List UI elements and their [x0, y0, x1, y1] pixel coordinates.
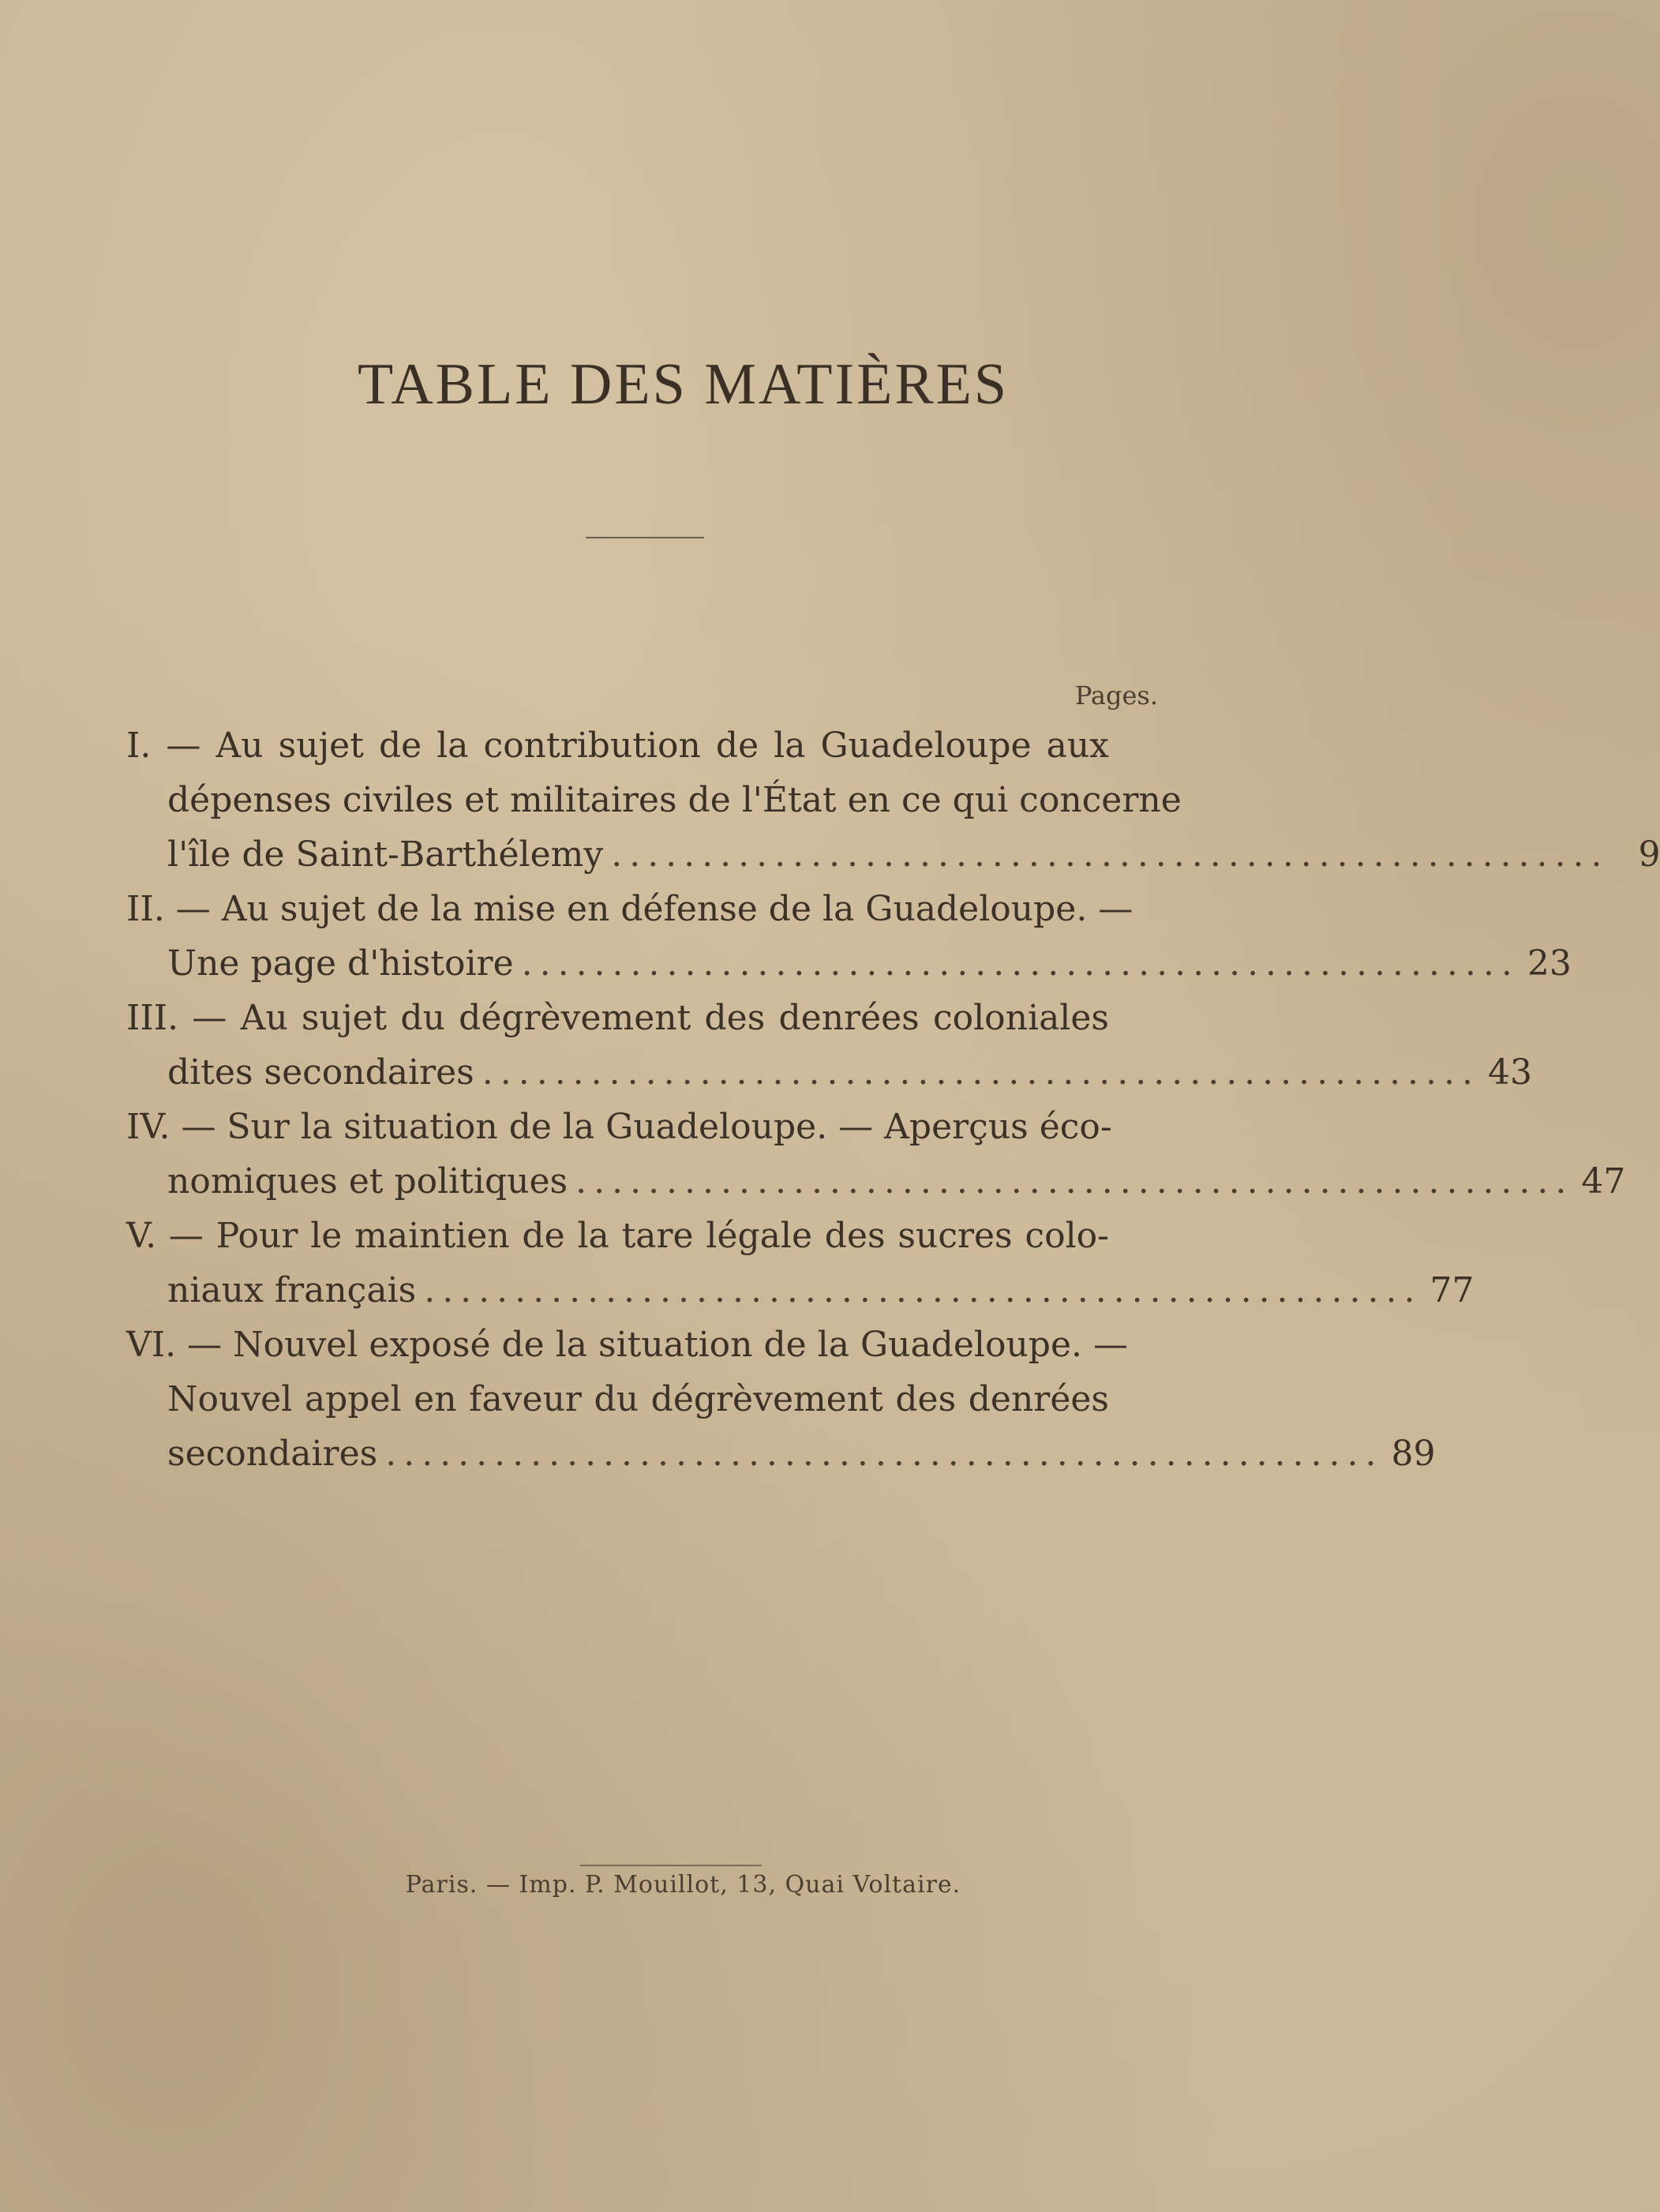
toc-page-number: 9	[1638, 834, 1660, 875]
toc-entry-line	[126, 1318, 1168, 1372]
dot-leader: .......................................................	[482, 1052, 1480, 1093]
toc-page-number: 43	[1488, 1052, 1532, 1093]
toc-page-number: 89	[1391, 1434, 1436, 1474]
toc-entry-line	[126, 1154, 1626, 1209]
toc-entry-text: Une page d'histoire	[167, 943, 514, 984]
toc-entry-line	[126, 991, 1168, 1045]
toc-entry-line	[126, 1045, 1532, 1100]
dot-leader: .......................................................	[424, 1270, 1422, 1310]
toc-entry-line	[126, 1263, 1475, 1318]
toc-entry-text: II. — Au sujet de la mise en défense de la Guadeloupe. —	[126, 889, 1134, 929]
toc-entry-text: Nouvel appel en faveur du dégrèvement des denrées	[167, 1379, 1109, 1419]
toc-page-number: 77	[1430, 1270, 1475, 1310]
printer-imprint: Paris. — Imp. P. Mouillot, 13, Quai Voltaire.	[405, 1871, 961, 1899]
pages-column-label: Pages.	[1074, 680, 1158, 710]
toc-page-number: 23	[1527, 943, 1572, 984]
page-title: TABLE DES MATIÈRES	[357, 352, 1010, 417]
toc-entry-text: III. — Au sujet du dégrèvement des denrées coloniales	[126, 998, 1109, 1038]
dot-leader: .......................................................	[611, 834, 1609, 875]
toc-entry-line	[126, 936, 1572, 991]
toc-entry-text: nomiques et politiques	[167, 1161, 568, 1202]
toc-entry-line	[126, 718, 1168, 773]
toc-entry-text: secondaires	[167, 1434, 378, 1474]
toc-entry-text: VI. — Nouvel exposé de la situation de la Guadeloupe. —	[126, 1325, 1128, 1365]
toc-entry-text: l'île de Saint-Barthélemy	[167, 834, 604, 875]
toc-entry-line	[126, 773, 1182, 827]
toc-entry-line	[126, 1209, 1168, 1263]
toc-entry-line	[126, 1427, 1436, 1481]
title-divider	[586, 537, 704, 538]
toc-entry-text: I. — Au sujet de la contribution de la Guadeloupe aux	[126, 725, 1109, 766]
toc-entry-text: dites secondaires	[167, 1052, 474, 1093]
toc-entry-text: dépenses civiles et militaires de l'État en ce qui concerne	[167, 780, 1182, 820]
dot-leader: .......................................................	[575, 1161, 1574, 1202]
toc-entry-text: niaux français	[167, 1270, 417, 1310]
toc-entry-line	[126, 882, 1168, 936]
dot-leader: .......................................................	[521, 943, 1519, 984]
toc-entry-line	[126, 1100, 1168, 1154]
footer-divider	[580, 1865, 762, 1866]
toc-entry-line	[126, 1372, 1168, 1427]
table-of-contents	[126, 718, 1660, 1481]
toc-page-number: 47	[1581, 1161, 1626, 1202]
toc-entry-text: V. — Pour le maintien de la tare légale des sucres colo-	[126, 1216, 1109, 1256]
dot-leader: .......................................................	[385, 1434, 1384, 1474]
toc-entry-text: IV. — Sur la situation de la Guadeloupe. — Aperçus éco-	[126, 1107, 1112, 1147]
toc-entry-line	[126, 827, 1660, 882]
